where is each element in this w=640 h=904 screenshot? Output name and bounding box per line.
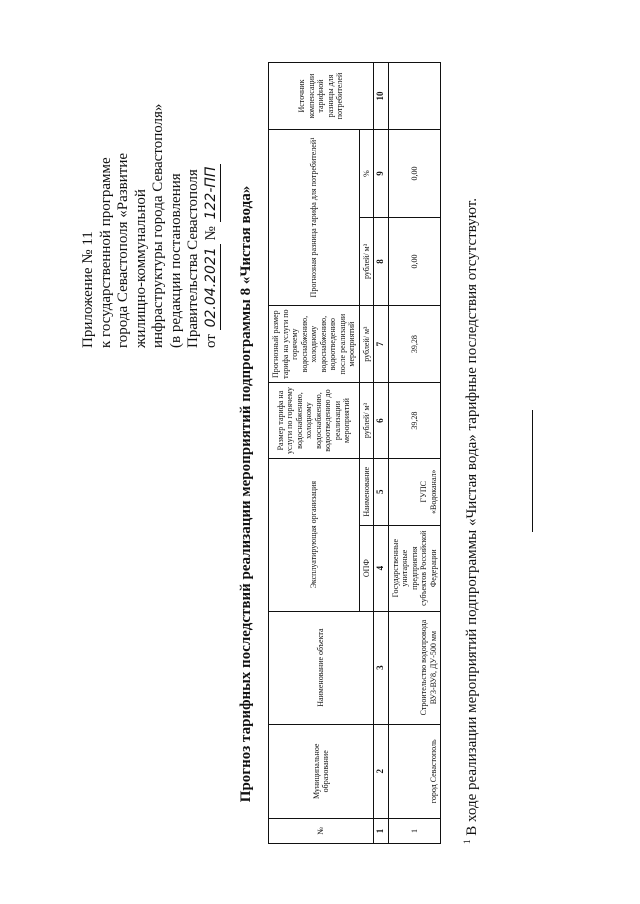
unit-percent: % [359, 130, 374, 218]
table-row [388, 63, 441, 844]
header-line: города Севастополя «Развитие [115, 152, 131, 348]
header-line: к государственной программе [97, 157, 114, 348]
header-name: Наименование [359, 458, 374, 525]
row-tariff-after: 39,28 [388, 305, 441, 382]
column-number: 4 [374, 525, 389, 611]
row-object: Строительство водопровода ВУЗ-ВУ8, ДУ-500 мм [388, 611, 441, 724]
column-number: 2 [374, 724, 389, 818]
header-line: Приложение № 11 [80, 231, 96, 348]
row-name: ГУПС «Водоканал» [388, 458, 441, 525]
header-line: инфраструктуры города Севастополя» [150, 103, 166, 348]
footnote [462, 198, 481, 844]
column-number: 7 [374, 305, 389, 382]
header-tariff-before: Размер тарифа на услуги по горячему водоснабжению, холодному водоснабжению, водоотведению до реализации мероприятий [269, 383, 360, 458]
row-municipality: город Севастополь [388, 724, 441, 818]
row-source [388, 63, 441, 130]
header-line: жилищно-коммунальной [132, 189, 149, 348]
column-number: 5 [374, 458, 389, 525]
footnote-separator [532, 410, 533, 532]
header-difference: Прогнозная разница тарифа для потребителей¹ [269, 130, 360, 306]
header-line: Правительства Севастополя [185, 169, 201, 348]
column-number-row [374, 63, 389, 844]
column-number: 8 [374, 217, 389, 305]
column-number: 6 [374, 383, 389, 458]
header-operator: Эксплуатирующая организация [269, 458, 360, 611]
appendix-header [80, 68, 221, 348]
header-municipality: Муниципальное образование [269, 724, 374, 818]
handwritten-date: 02.04.2021 [203, 244, 222, 330]
date-prefix: от [202, 334, 219, 348]
column-number: 3 [374, 611, 389, 724]
header-row [269, 63, 360, 844]
header-opf: ОПФ [359, 525, 374, 611]
row-diff-percent: 0,00 [388, 130, 441, 218]
column-number: 10 [374, 63, 389, 130]
column-number: 9 [374, 130, 389, 218]
tariff-table [268, 62, 441, 844]
unit-rub-m3: рублей/ м³ [359, 217, 374, 305]
document-title: Прогноз тарифных последствий реализации мероприятий подпрограммы 8 «Чистая вода» [238, 185, 254, 803]
footnote-text: В ходе реализации мероприятий подпрограммы «Чистая вода» тарифные последствия отсутствуют. [464, 198, 480, 836]
column-number: 1 [374, 818, 389, 843]
unit-rub-m3: рублей/ м³ [359, 383, 374, 458]
header-tariff-after: Прогнозный размер тарифа на услуги по горячему водоснабжению, холодному водоснабжению, водоотведению после реализации мероприятий [269, 305, 360, 382]
header-no: № [269, 818, 374, 843]
header-object: Наименование объекта [269, 611, 374, 724]
header-date-line [203, 68, 222, 348]
header-line: (в редакции постановления [167, 173, 184, 348]
handwritten-number: 122-ПП [203, 164, 222, 223]
row-no: 1 [388, 818, 441, 843]
footnote-mark: 1 [462, 839, 472, 844]
unit-rub-m3: рублей/ м³ [359, 305, 374, 382]
row-diff-rub: 0,00 [388, 217, 441, 305]
number-prefix: № [202, 226, 219, 241]
row-opf: Государственные унитарные предприятия субъектов Российской Федерации [388, 525, 441, 611]
row-tariff-before: 39,28 [388, 383, 441, 458]
header-source: Источник компенсации тарифной разницы для потребителей [269, 63, 374, 130]
